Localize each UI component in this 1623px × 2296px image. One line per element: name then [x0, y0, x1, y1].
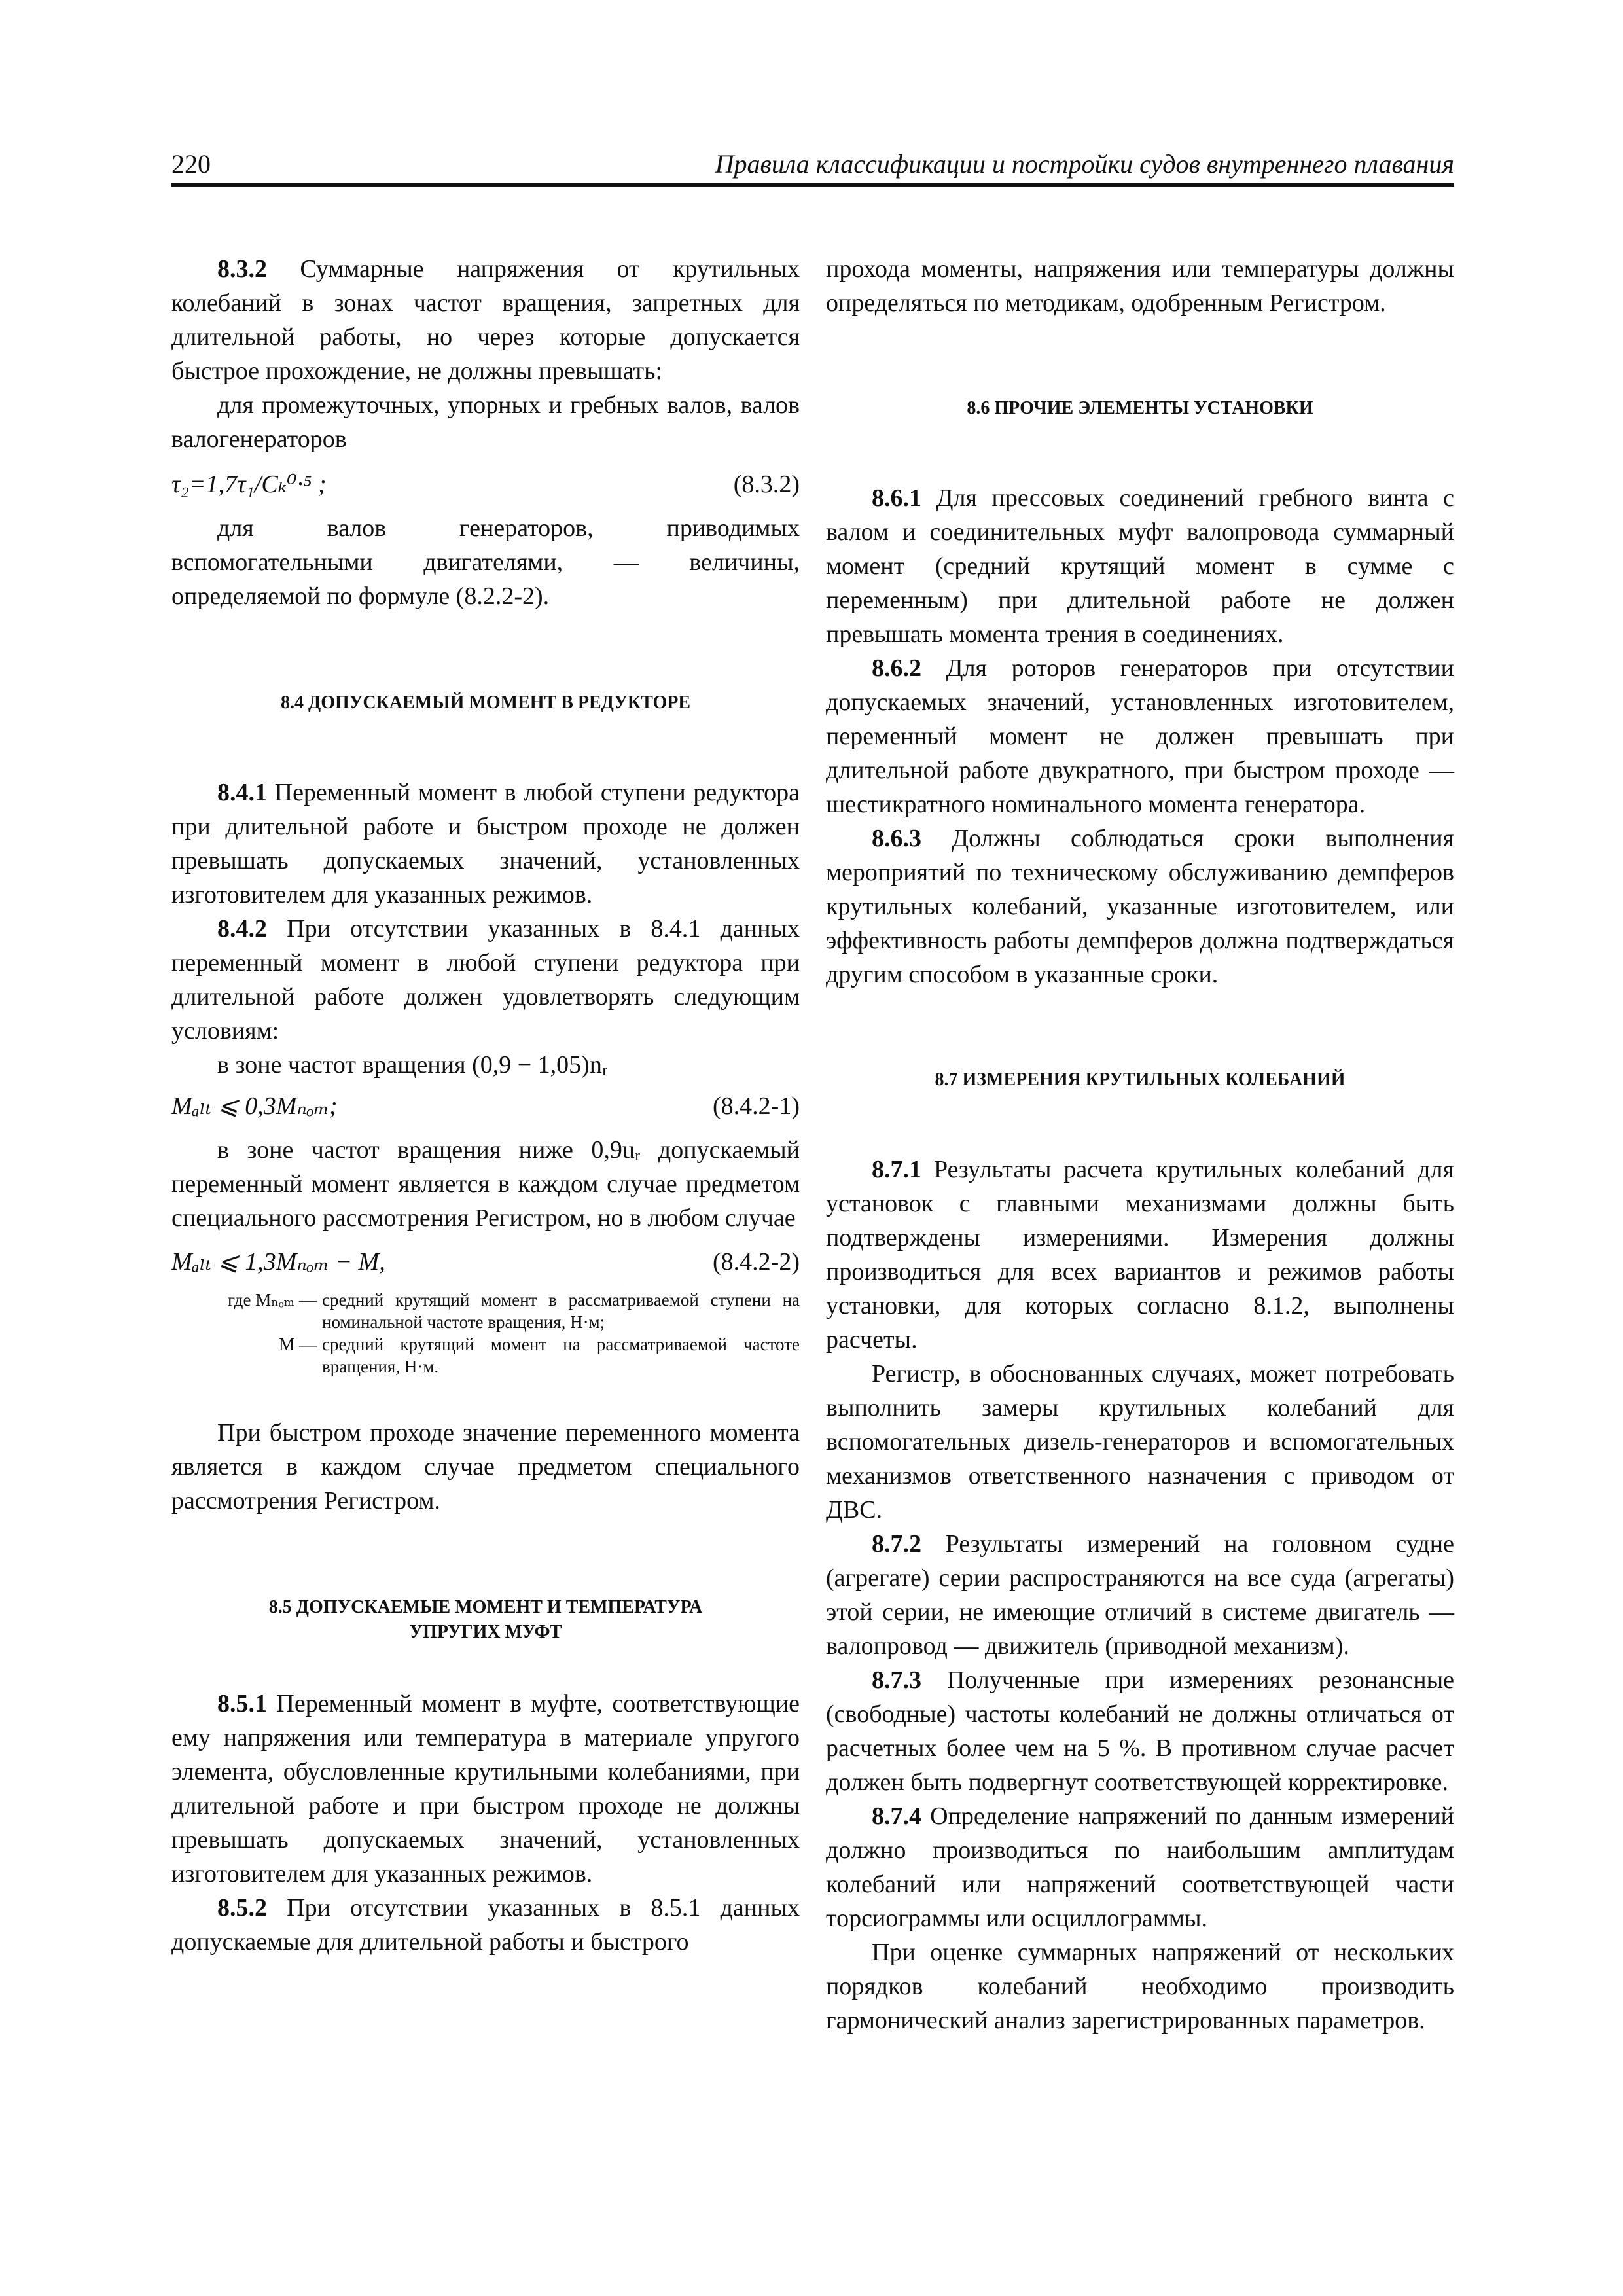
formula-expression: τ₂=1,7τ₁/Cₖ⁰·⁵ ; — [171, 471, 327, 498]
paragraph-8-6-3 — [826, 821, 1454, 992]
formula-number: (8.4.2-1) — [713, 1092, 800, 1120]
section-heading-8-7: 8.7 ИЗМЕРЕНИЯ КРУТИЛЬНЫХ КОЛЕБАНИЙ — [935, 1069, 1346, 1090]
formula-expression: Mₐₗₜ ⩽ 0,3Mₙₒₘ; — [171, 1092, 338, 1120]
clause-number: 8.3.2 — [217, 255, 267, 283]
paragraph-8-5-1 — [171, 1687, 800, 1891]
definition-symbol: M — — [279, 1335, 317, 1354]
clause-number: 8.7.3 — [872, 1666, 921, 1694]
definition-item — [171, 1333, 800, 1378]
clause-text: Переменный момент в любой ступени редуктора при длительной работе и быстром проходе не должен превышать допускаемых значений, установленных изготовителем для указанных режимов. — [171, 779, 800, 908]
clause-number: 8.5.1 — [217, 1690, 267, 1717]
clause-text: Переменный момент в муфте, соответствующие ему напряжения или температура в материале упругого элемента, обусловленные крутильными колебаниями, при длительной работе и при быстром проходе не должны превышать допускаемых значений, установленных изготовителем для указанных режимов. — [171, 1690, 800, 1888]
formula-8-4-2-1 — [171, 1087, 800, 1125]
section-heading-8-5 — [171, 1595, 800, 1645]
page-header — [171, 144, 1454, 187]
paragraph-8-7-4 — [826, 1799, 1454, 1935]
paragraph-8-4-2 — [171, 912, 800, 1048]
left-column — [171, 252, 800, 1959]
clause-text: Суммарные напряжения от крутильных колебаний в зонах частот вращения, запретных для длительной работы, но через которые допускается быстрое прохождение, не должны превышать: — [171, 255, 800, 385]
clause-number: 8.7.4 — [872, 1803, 921, 1830]
clause-number: 8.7.1 — [872, 1156, 921, 1183]
paragraph-zone-1: в зоне частот вращения (0,9 − 1,05)nᵣ — [217, 1051, 608, 1079]
paragraph-8-7-3 — [826, 1663, 1454, 1799]
clause-text: Должны соблюдаться сроки выполнения мероприятий по техническому обслуживанию демпферов крутильных колебаний, указанные изготовителем, или эффективность работы демпферов должна подтверждаться другим способом в указанные сроки. — [826, 825, 1455, 988]
definition-text: средний крутящий момент в рассматриваемой ступени на номинальной частоте вращения, Н·м; — [322, 1290, 800, 1332]
paragraph-8-7-2 — [826, 1527, 1454, 1663]
paragraph-harmonic: При оценке суммарных напряжений от нескольких порядков колебаний необходимо производить гармонический анализ зарегистрированных параметров. — [826, 1939, 1454, 2034]
clause-text: Определение напряжений по данным измерений должно производиться по наибольшим амплитудам колебаний или напряжений соответствующей части торсиограммы или осциллограммы. — [826, 1803, 1454, 1932]
clause-number: 8.4.1 — [217, 779, 267, 806]
section-heading-8-4: 8.4 ДОПУСКАЕМЫЙ МОМЕНТ В РЕДУКТОРЕ — [280, 692, 691, 713]
formula-8-4-2-2 — [171, 1243, 800, 1281]
paragraph-fast-pass: При быстром проходе значение переменного момента является в каждом случае предметом специального рассмотрения Регистром. — [171, 1419, 800, 1515]
formula-expression: Mₐₗₜ ⩽ 1,3Mₙₒₘ − M, — [171, 1248, 385, 1276]
definition-item — [171, 1289, 800, 1333]
clause-text: Для прессовых соединений гребного винта с валом и соединительных муфт валопровода суммарный момент (средний крутящий момент в сумме с переменным) при длительной работе не должен превышать момента трения в соединениях. — [826, 484, 1454, 648]
clause-number: 8.4.2 — [217, 915, 267, 942]
clause-number: 8.5.2 — [217, 1894, 267, 1922]
clause-text: Результаты измерений на головном судне (агрегате) серии распространяются на все суда (агрегаты) этой серии, не имеющие отличий в системе двигатель — валопровод — движитель (приводной механизм). — [826, 1530, 1455, 1660]
clause-number: 8.7.2 — [872, 1530, 921, 1558]
paragraph-8-6-1 — [826, 481, 1454, 651]
clause-number: 8.6.3 — [872, 825, 921, 852]
running-title: Правила классификации и постройки судов внутреннего плавания — [715, 149, 1454, 179]
paragraph-zone-2: в зоне частот вращения ниже 0,9uᵣ допускаемый переменный момент является в каждом случае предметом специального рассмотрения Регистром, но в любом случае — [171, 1136, 800, 1232]
formula-8-3-2 — [171, 465, 800, 503]
paragraph-shafts: для промежуточных, упорных и гребных валов, валов валогенераторов — [171, 391, 800, 453]
paragraph-8-7-1 — [826, 1153, 1454, 1357]
paragraph-8-5-2-continued: прохода моменты, напряжения или температуры должны определяться по методикам, одобренным Регистром. — [826, 255, 1454, 317]
paragraph-8-3-2 — [171, 252, 800, 388]
clause-number: 8.6.1 — [872, 484, 921, 512]
paragraph-generators: для валов генераторов, приводимых вспомогательными двигателями, — величины, определяемой по формуле (8.2.2-2). — [171, 514, 800, 610]
paragraph-register: Регистр, в обоснованных случаях, может потребовать выполнить замеры крутильных колебаний для вспомогательных дизель-генераторов и вспомогательных механизмов ответственного назначения с приводом от ДВС. — [826, 1360, 1454, 1524]
definition-text: средний крутящий момент на рассматриваемой частоте вращения, Н·м. — [322, 1335, 800, 1376]
paragraph-8-6-2 — [826, 651, 1454, 821]
clause-text: Результаты расчета крутильных колебаний для установок с главными механизмами должны быть подтверждены измерениями. Измерения должны производиться для всех вариантов и режимов работы установки, для которых согласно 8.1.2, выполнены расчеты. — [826, 1156, 1454, 1354]
clause-text: При отсутствии указанных в 8.4.1 данных переменный момент в любой ступени редуктора при длительной работе должен удовлетворять следующим условиям: — [171, 915, 800, 1045]
formula-number: (8.4.2-2) — [713, 1248, 800, 1276]
clause-number: 8.6.2 — [872, 655, 921, 682]
section-heading-8-6: 8.6 ПРОЧИЕ ЭЛЕМЕНТЫ УСТАНОВКИ — [967, 398, 1313, 418]
clause-text: Полученные при измерениях резонансные (свободные) частоты колебаний не должны отличаться от расчетных более чем на 5 %. В противном случае расчет должен быть подвергнут соответствующей корректировке. — [826, 1666, 1454, 1796]
clause-text: При отсутствии указанных в 8.5.1 данных допускаемые для длительной работы и быстрого — [171, 1894, 800, 1956]
heading-line: УПРУГИХ МУФТ — [409, 1622, 562, 1642]
right-column — [826, 252, 1454, 2037]
heading-line: 8.5 ДОПУСКАЕМЫЕ МОМЕНТ И ТЕМПЕРАТУРА — [268, 1597, 703, 1617]
page-number: 220 — [171, 149, 211, 179]
definition-symbol: где Mₙₒₘ — — [228, 1290, 317, 1310]
clause-text: Для роторов генераторов при отсутствии допускаемых значений, установленных изготовителем, переменный момент не должен превышать при длительной работе двукратного, при быстром проходе — шестикратного номинального момента генератора. — [826, 655, 1455, 818]
paragraph-8-4-1 — [171, 776, 800, 912]
definitions-list — [171, 1289, 800, 1378]
paragraph-8-5-2 — [171, 1891, 800, 1959]
formula-number: (8.3.2) — [733, 471, 800, 498]
